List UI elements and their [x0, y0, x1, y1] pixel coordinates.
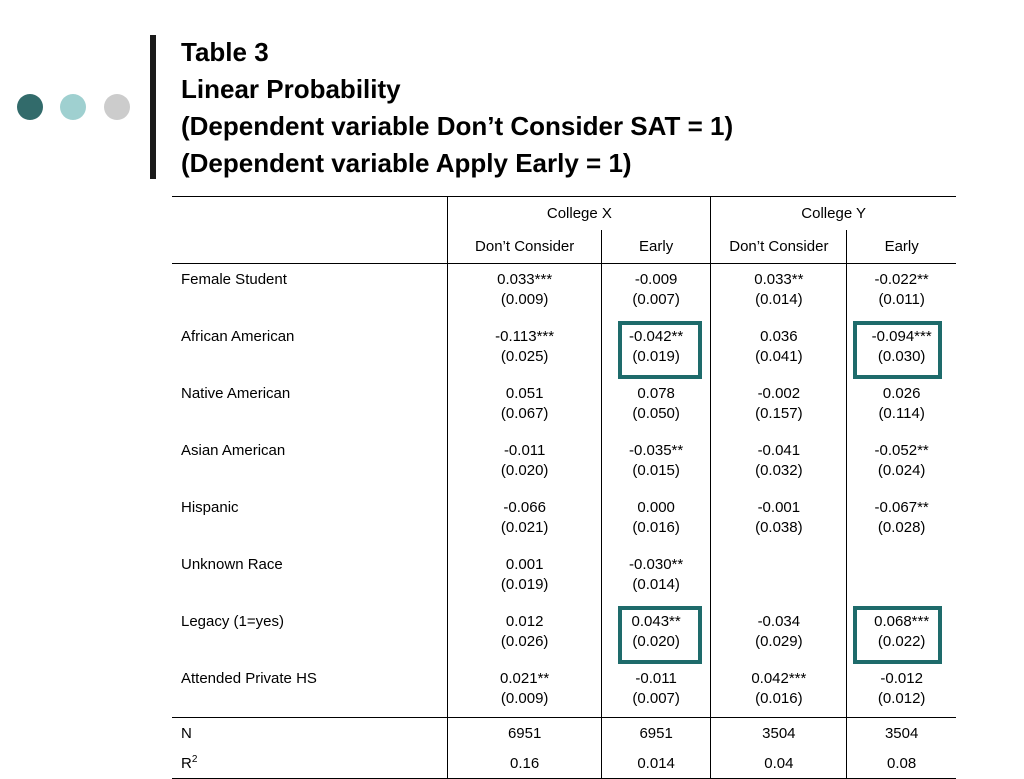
header-y-dont-consider: Don’t Consider: [711, 230, 847, 264]
coefficient: -0.035**: [629, 442, 684, 459]
coefficient: 0.021**: [500, 670, 550, 687]
table-body: [172, 264, 956, 718]
decor-dot-dark: [17, 94, 43, 120]
estimate-cell: [847, 435, 956, 492]
stat-row-r2: [172, 748, 956, 779]
standard-error: (0.030): [877, 348, 926, 365]
decor-dot-gray: [104, 94, 130, 120]
coefficient: -0.034: [757, 613, 801, 630]
regression-table: [172, 196, 956, 779]
standard-error: (0.041): [755, 348, 803, 365]
table-row: [172, 378, 956, 435]
stat-row-n: [172, 718, 956, 749]
standard-error: (0.012): [877, 690, 926, 707]
coefficient: 0.036: [760, 328, 798, 345]
row-label: Attended Private HS: [172, 663, 448, 718]
stat-label-n: N: [181, 724, 192, 742]
standard-error: (0.016): [755, 690, 803, 707]
decor-dot-light: [60, 94, 86, 120]
row-label: African American: [181, 328, 295, 345]
header-empty: [172, 230, 448, 264]
estimate-cell: [448, 492, 601, 549]
estimate-cell: [448, 264, 601, 322]
standard-error: (0.019): [500, 576, 549, 593]
title-line-4: (Dependent variable Apply Early = 1): [181, 148, 632, 178]
coefficient: -0.052**: [874, 442, 929, 459]
coefficient: -0.041: [757, 442, 801, 459]
coefficient: 0.068***: [874, 613, 930, 630]
standard-error: (0.067): [500, 405, 549, 422]
header-empty: [172, 197, 448, 231]
coefficient: 0.012: [505, 613, 544, 630]
slide-title: [181, 34, 733, 182]
standard-error: (0.011): [878, 291, 925, 308]
coefficient: -0.009: [634, 271, 678, 288]
standard-error: (0.016): [632, 519, 680, 536]
estimate-cell: [711, 435, 847, 492]
estimate-cell: [601, 663, 711, 718]
header-x-dont-consider: Don’t Consider: [448, 230, 601, 264]
coefficient: -0.030**: [629, 556, 684, 573]
coefficient: 0.033**: [754, 271, 804, 288]
estimate-cell: [601, 492, 711, 549]
coefficient: -0.012: [880, 670, 923, 687]
title-line-2: Linear Probability: [181, 74, 401, 104]
stat-value: 6951: [448, 718, 601, 749]
estimate-cell: [448, 435, 601, 492]
standard-error: (0.038): [755, 519, 803, 536]
table-row: [172, 435, 956, 492]
stat-value: 0.08: [847, 748, 956, 779]
estimate-cell: [847, 606, 956, 663]
estimate-cell: [448, 378, 601, 435]
table-row: [172, 492, 956, 549]
estimate-cell: [847, 549, 956, 606]
standard-error: (0.157): [755, 405, 803, 422]
estimate-cell: [711, 378, 847, 435]
estimate-cell: [847, 378, 956, 435]
standard-error: (0.020): [632, 633, 680, 650]
standard-error: (0.019): [632, 348, 680, 365]
coefficient: -0.011: [503, 442, 546, 459]
standard-error: (0.029): [755, 633, 803, 650]
standard-error: (0.009): [500, 291, 549, 308]
r2-superscript: 2: [191, 754, 198, 765]
standard-error: (0.015): [632, 462, 680, 479]
stat-value: 0.16: [448, 748, 601, 779]
estimate-cell: [711, 321, 847, 378]
standard-error: (0.014): [632, 576, 680, 593]
estimate-cell: [448, 606, 601, 663]
table-row: [172, 663, 956, 718]
coefficient: -0.002: [757, 385, 801, 402]
standard-error: (0.028): [877, 519, 926, 536]
estimate-cell: [448, 663, 601, 718]
estimate-cell: [847, 663, 956, 718]
r2-label: R: [181, 755, 192, 772]
coefficient: -0.094***: [871, 328, 932, 345]
estimate-cell: [847, 321, 956, 378]
standard-error: (0.114): [878, 405, 925, 422]
table-row: [172, 321, 956, 378]
title-line-3: (Dependent variable Don’t Consider SAT = 1): [181, 111, 734, 141]
coefficient: 0.043**: [631, 613, 681, 630]
row-label: Asian American: [181, 442, 286, 459]
coefficient: -0.066: [503, 499, 546, 516]
coefficient: -0.001: [757, 499, 801, 516]
standard-error: (0.032): [755, 462, 803, 479]
standard-error: (0.021): [500, 519, 549, 536]
stat-value: 0.014: [601, 748, 711, 779]
table-row: [172, 264, 956, 322]
estimate-cell: [711, 663, 847, 718]
standard-error: (0.025): [500, 348, 549, 365]
coefficient: -0.067**: [874, 499, 929, 516]
estimate-cell: [711, 492, 847, 549]
coefficient: 0.051: [505, 385, 544, 402]
header-college-x: College X: [448, 197, 711, 231]
row-label: Native American: [181, 385, 291, 402]
header-college-y: College Y: [711, 197, 956, 231]
coefficient: 0.033***: [497, 271, 553, 288]
estimate-cell: [601, 549, 711, 606]
standard-error: (0.024): [877, 462, 926, 479]
estimate-cell: [601, 378, 711, 435]
estimate-cell: [847, 492, 956, 549]
standard-error: (0.026): [500, 633, 549, 650]
title-line-1: Table 3: [181, 37, 269, 67]
estimate-cell: [601, 321, 711, 378]
stat-value: 0.04: [711, 748, 847, 779]
standard-error: (0.020): [500, 462, 549, 479]
estimate-cell: [711, 606, 847, 663]
coefficient: -0.113***: [495, 328, 555, 345]
estimate-cell: [711, 264, 847, 322]
estimate-cell: [711, 549, 847, 606]
coefficient: -0.042**: [629, 328, 684, 345]
estimate-cell: [448, 549, 601, 606]
estimate-cell: [601, 435, 711, 492]
standard-error: (0.050): [632, 405, 680, 422]
estimate-cell: [601, 264, 711, 322]
standard-error: (0.009): [500, 690, 549, 707]
estimate-cell: [601, 606, 711, 663]
standard-error: (0.014): [755, 291, 803, 308]
standard-error: (0.007): [632, 690, 680, 707]
header-x-early: Early: [601, 230, 711, 264]
standard-error: (0.007): [632, 291, 680, 308]
row-label: Female Student: [181, 271, 287, 288]
coefficient: 0.001: [505, 556, 544, 573]
coefficient: -0.022**: [874, 271, 929, 288]
coefficient: 0.000: [637, 499, 675, 516]
title-divider: [150, 35, 156, 179]
coefficient: 0.078: [637, 385, 675, 402]
standard-error: (0.022): [877, 633, 926, 650]
header-row-outcomes: [172, 230, 956, 264]
stat-value: 3504: [711, 718, 847, 749]
table-row: [172, 606, 956, 663]
stat-label-r2: [172, 748, 448, 779]
estimate-cell: [847, 264, 956, 322]
row-label: Unknown Race: [181, 556, 283, 573]
coefficient: 0.026: [882, 385, 921, 402]
header-y-early: Early: [847, 230, 956, 264]
coefficient: 0.042***: [751, 670, 807, 687]
stat-value: 6951: [601, 718, 711, 749]
header-row-colleges: [172, 197, 956, 231]
row-label: Hispanic: [181, 499, 239, 516]
coefficient: -0.011: [635, 670, 677, 687]
estimate-cell: [448, 321, 601, 378]
row-label: Legacy (1=yes): [181, 613, 284, 630]
table-row: [172, 549, 956, 606]
stat-value: 3504: [847, 718, 956, 749]
